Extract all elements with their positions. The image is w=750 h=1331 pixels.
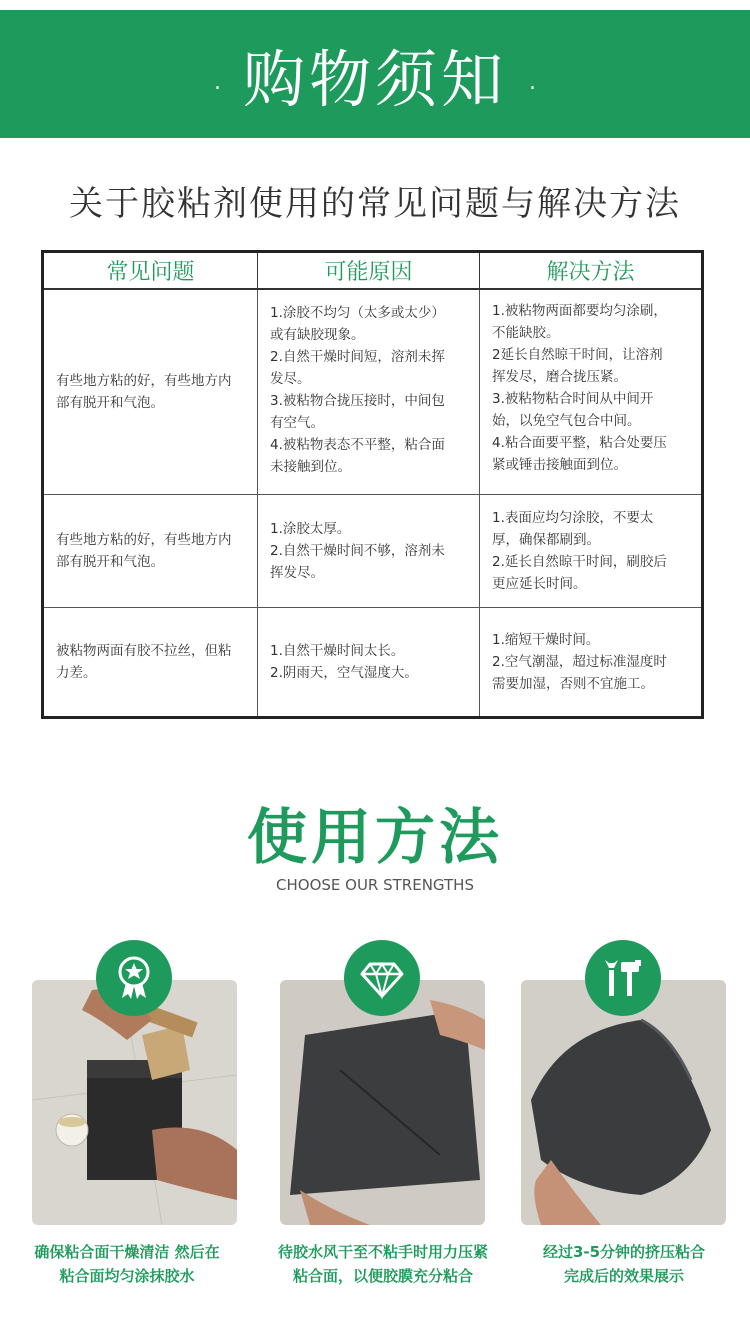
faq-table — [41, 250, 704, 719]
usage-title: 使用方法 — [247, 803, 503, 873]
text-line: 有些地方粘的好，有些地方内 — [56, 532, 232, 548]
cause-cell — [258, 608, 480, 718]
table-row — [43, 608, 703, 718]
text-line: 被粘物两面有胶不拉丝，但粘 — [56, 643, 232, 659]
text-line: 有些地方粘的好，有些地方内 — [56, 372, 232, 389]
step-caption — [12, 1240, 242, 1288]
banner-dot-right: . — [529, 69, 536, 95]
issue-cell — [43, 608, 258, 718]
solution-cell — [480, 289, 703, 495]
step-photo-result — [521, 980, 726, 1225]
text-line: 部有脱开和气泡。 — [56, 554, 164, 570]
text-line: 4.粘合面要平整，粘合处要压 — [492, 434, 667, 451]
text-line: 或有缺胶现象。 — [270, 326, 365, 343]
banner-title: 购物须知 — [242, 42, 507, 116]
caption-line: 待胶水风干至不粘手时用力压紧 — [277, 1243, 488, 1261]
text-line: 始，以免空气包合中间。 — [492, 412, 641, 429]
table-row — [43, 495, 703, 608]
column-header-issue: 常见问题 — [43, 252, 258, 289]
step-photo-brushing — [32, 980, 237, 1225]
text-line: 不能缺胶。 — [492, 324, 560, 341]
banner-dot-left: . — [213, 69, 221, 95]
text-line: 4.被粘物表态不平整，粘合面 — [270, 436, 445, 453]
step-photo-pressing — [280, 980, 485, 1225]
caption-line: 完成后的效果展示 — [563, 1267, 684, 1285]
text-line: 1.表面应均匀涂胶，不要太 — [492, 510, 654, 526]
diamond-icon — [344, 940, 420, 1016]
award-ribbon-icon — [96, 940, 172, 1016]
text-line: 1.涂胶太厚。 — [270, 521, 351, 537]
text-line: 未接触到位。 — [270, 458, 351, 475]
text-line: 1.被粘物两面都要均匀涂刷， — [492, 302, 667, 319]
column-header-solution: 解决方法 — [480, 252, 703, 289]
text-line: 2.自然干燥时间不够，溶剂未 — [270, 543, 445, 559]
text-line: 挥发尽，磨合拢压紧。 — [492, 368, 627, 385]
caption-line: 确保粘合面干燥清洁 然后在 — [34, 1243, 220, 1261]
text-line: 2.延长自然晾干时间，刷胶后 — [492, 554, 667, 570]
text-line: 2.自然干燥时间短，溶剂未挥 — [270, 348, 445, 365]
caption-line: 经过3-5分钟的挤压粘合 — [542, 1243, 706, 1261]
text-line: 发尽。 — [270, 370, 311, 387]
text-line: 有空气。 — [270, 414, 324, 431]
text-line: 更应延长时间。 — [492, 576, 587, 592]
cause-cell — [258, 289, 480, 495]
text-line: 2延长自然晾干时间，让溶剂 — [492, 346, 663, 363]
faq-heading: 关于胶粘剂使用的常见问题与解决方法 — [69, 184, 681, 224]
header-banner — [0, 10, 750, 138]
step-caption — [268, 1240, 498, 1288]
usage-subtitle: CHOOSE OUR STRENGTHS — [276, 876, 474, 894]
text-line: 3.被粘物粘合时间从中间开 — [492, 390, 654, 407]
solution-cell — [480, 495, 703, 608]
table-row — [43, 289, 703, 495]
caption-line: 粘合面，以便胶膜充分粘合 — [292, 1267, 473, 1285]
issue-cell — [43, 289, 258, 495]
solution-cell — [480, 608, 703, 718]
cause-cell — [258, 495, 480, 608]
caption-line: 粘合面均匀涂抹胶水 — [59, 1267, 195, 1285]
text-line: 1.自然干燥时间太长。 — [270, 643, 405, 659]
text-line: 紧或锤击接触面到位。 — [492, 456, 627, 473]
text-line: 挥发尽。 — [270, 565, 324, 581]
text-line: 3.被粘物合拢压接时，中间包 — [270, 392, 445, 409]
tools-icon — [585, 940, 661, 1016]
text-line: 力差。 — [56, 665, 97, 681]
text-line: 1.缩短干燥时间。 — [492, 632, 600, 648]
column-header-cause: 可能原因 — [258, 252, 480, 289]
text-line: 2.空气潮湿，超过标准湿度时 — [492, 654, 667, 670]
text-line: 1.涂胶不均匀（太多或太少） — [270, 304, 445, 321]
text-line: 需要加湿，否则不宜施工。 — [492, 676, 654, 692]
text-line: 部有脱开和气泡。 — [56, 394, 164, 411]
text-line: 厚，确保都刷到。 — [492, 532, 600, 548]
table-header-row — [43, 252, 703, 289]
text-line: 2.阴雨天，空气湿度大。 — [270, 665, 418, 681]
step-caption — [509, 1240, 739, 1288]
issue-cell — [43, 495, 258, 608]
